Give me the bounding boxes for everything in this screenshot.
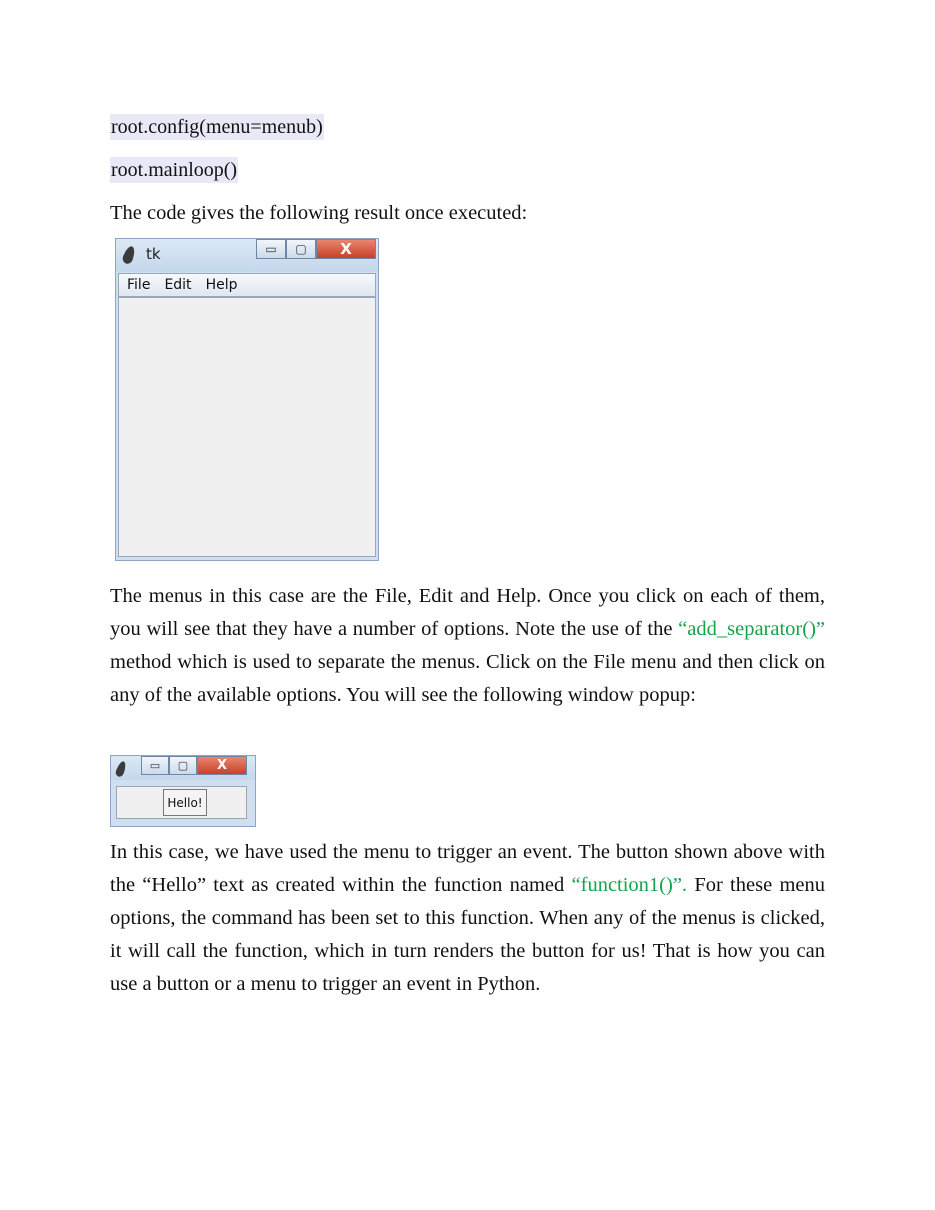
code-line-config: root.config(menu=menub) bbox=[111, 116, 323, 138]
code-line-mainloop: root.mainloop() bbox=[111, 159, 238, 181]
hello-popup-screenshot bbox=[110, 755, 256, 827]
function1-highlight: “function1()”. bbox=[571, 874, 688, 896]
event-paragraph-text-2: For these menu options, the command has been set to this function. When any of the menus is clicked, it will call the function, which in turn renders the button for us! That is how you can use a button or a menu to trigger an event in Python. bbox=[110, 874, 825, 995]
menus-paragraph-text-2: method which is used to separate the menus. Click on the File menu and then click on any of the available options. You will see the following window popup: bbox=[110, 651, 825, 706]
minimize-icon[interactable]: ▭ bbox=[141, 756, 169, 775]
maximize-icon[interactable]: ▢ bbox=[169, 756, 197, 775]
menu-bar bbox=[118, 273, 376, 297]
menu-file[interactable]: File bbox=[127, 277, 151, 293]
popup-client-area bbox=[116, 786, 247, 819]
maximize-icon[interactable]: ▢ bbox=[286, 239, 316, 259]
popup-title-bar bbox=[111, 756, 255, 780]
menu-help[interactable]: Help bbox=[205, 277, 238, 293]
menu-edit[interactable]: Edit bbox=[164, 277, 192, 293]
tk-window-screenshot bbox=[115, 238, 379, 561]
tk-feather-icon bbox=[115, 760, 128, 778]
window-title: tk bbox=[146, 245, 161, 263]
menus-paragraph bbox=[110, 580, 825, 712]
tk-feather-icon bbox=[121, 245, 137, 265]
close-icon[interactable]: X bbox=[316, 239, 376, 259]
event-paragraph-text-1: In this case, we have used the menu to trigger an event. The button shown above with the “Hello” text as created within the function named bbox=[110, 841, 825, 896]
event-paragraph bbox=[110, 836, 825, 1001]
window-title-bar bbox=[116, 239, 378, 272]
intro-paragraph: The code gives the following result once executed: bbox=[110, 202, 528, 224]
minimize-icon[interactable]: ▭ bbox=[256, 239, 286, 259]
add-separator-highlight: “add_separator()” bbox=[678, 618, 825, 640]
menus-paragraph-text-1: The menus in this case are the File, Edit and Help. Once you click on each of them, you will see that they have a number of options. Note the use of the bbox=[110, 585, 825, 640]
window-client-area bbox=[118, 297, 376, 557]
hello-button[interactable]: Hello! bbox=[163, 789, 207, 816]
close-icon[interactable]: X bbox=[197, 756, 247, 775]
